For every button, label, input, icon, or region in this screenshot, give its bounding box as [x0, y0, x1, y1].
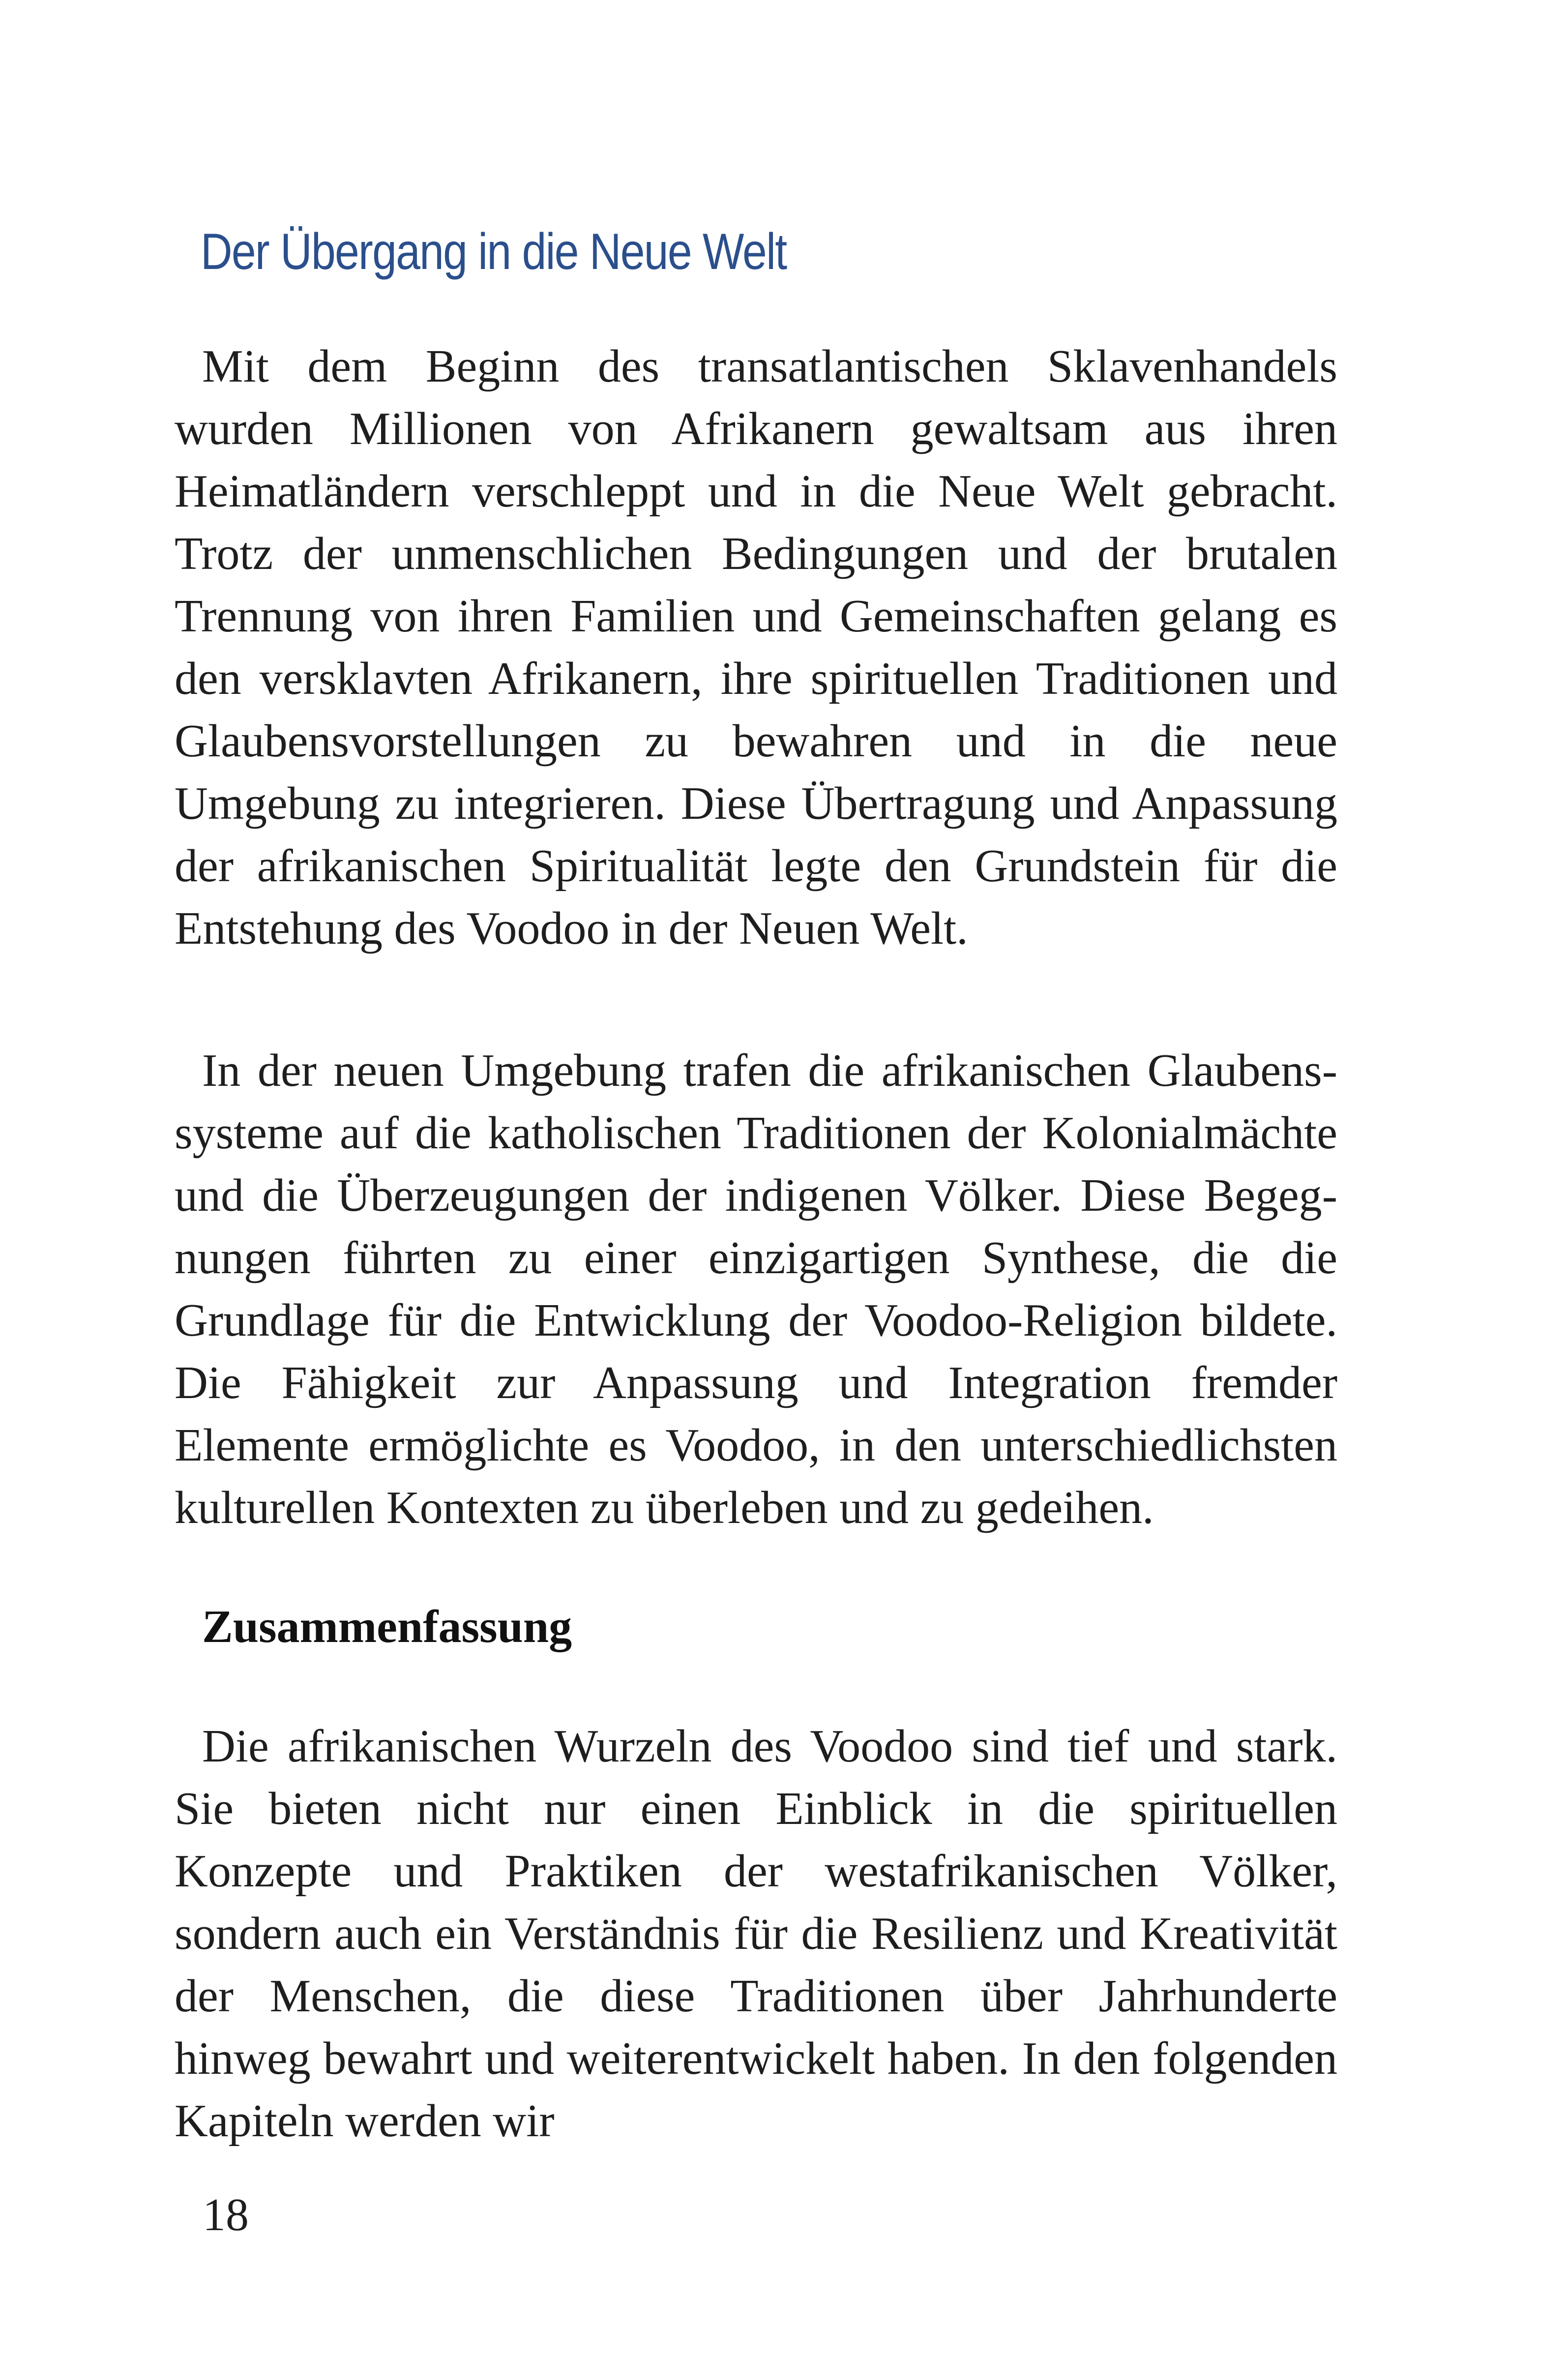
body-paragraph: Mit dem Beginn des transatlantischen Sklavenhandels wurden Millionen von Afrikanern gewaltsam aus ihren Heimatländern verschleppt und in die Neue Welt gebracht. Trotz der unmenschlichen Bedingungen und der brutalen Trennung von ihren Familien und Gemeinschaften gelang es den versklavten Afrikanern, ihre spirituellen Traditionen und Glaubensvorstellungen zu bewahren und in die neue Umgebung zu integrieren. Diese Übertragung und Anpassung der afrikanischen Spiritualität legte den Grundstein für die Entstehung des Voodoo in der Neuen Welt.	[175, 341, 1337, 954]
page-number: 18	[203, 2189, 249, 2240]
body-paragraph: In der neuen Umgebung trafen die afrikanischen Glaubenssysteme auf die katholischen Traditionen der Kolonialmächte und die Überzeugungen der indigenen Völker. Diese Begegnungen führten zu einer einzigartigen Synthese, die die Grundlage für die Entwicklung der Voodoo-Religion bildete. Die Fähigkeit zur Anpassung und Integration fremder Elemente ermöglichte es Voodoo, in den unterschiedlichsten kulturellen Kontexten zu überleben und zu gedeihen.	[175, 1045, 1337, 1533]
subheading: Zusammenfassung	[202, 1601, 572, 1652]
summary-paragraph: Die afrikanischen Wurzeln des Voodoo sind tief und stark. Sie bieten nicht nur einen Einblick in die spirituellen Konzepte und Praktiken der westafrikanischen Völker, sondern auch ein Verständnis für die Resilienz und Kreativität der Menschen, die diese Traditionen über Jahrhunderte hinweg bewahrt und weiterentwickelt haben. In den folgenden Kapiteln werden wir	[175, 1721, 1337, 2147]
section-title: Der Übergang in die Neue Welt	[201, 223, 787, 280]
